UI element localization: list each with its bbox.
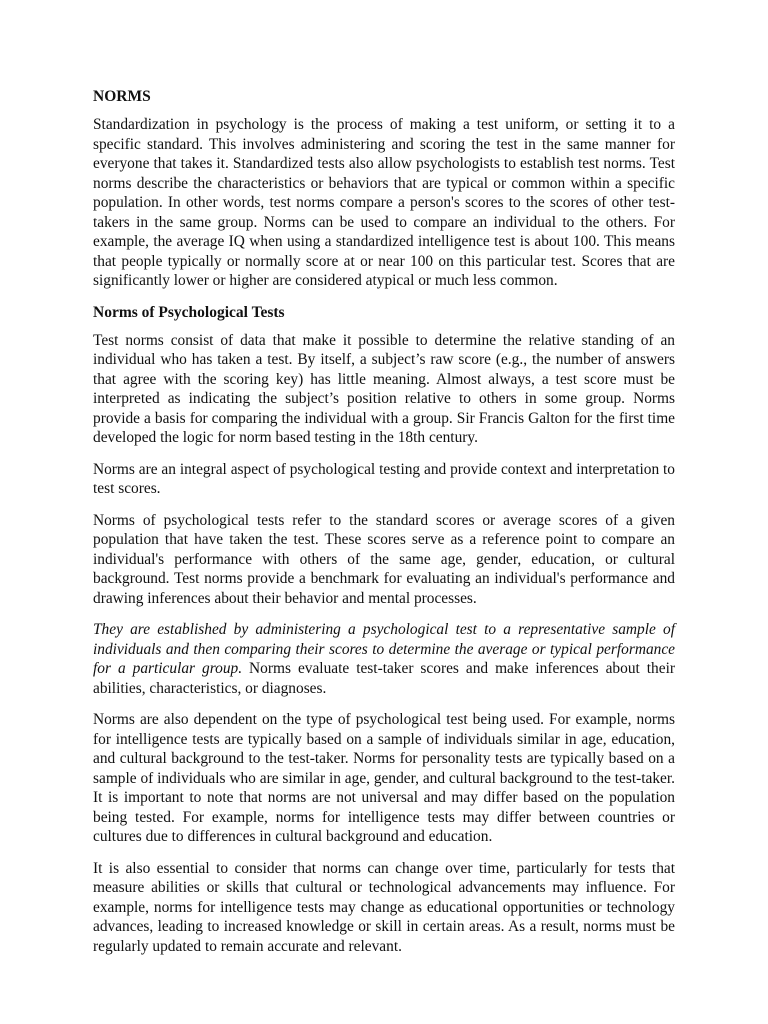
paragraph-change-over-time: It is also essential to consider that norms can change over time, particularly for tests that measure abilities or skills that cultural or technological advancements may influence. For example, norms for intelligence tests may change as educational opportunities or technology advances, leading to increased knowledge or skill in certain areas. As a result, norms must be regularly updated to remain accurate and relevant. <box>93 859 675 955</box>
document-page <box>93 87 675 968</box>
section-heading: Norms of Psychological Tests <box>93 303 285 321</box>
paragraph-standard-scores: Norms of psychological tests refer to the standard scores or average scores of a given population that have taken the test. These scores serve as a reference point to compare an individual's performance with others of the same age, gender, education, or cultural background. Test norms provide a benchmark for evaluating an individual's performance and drawing inferences about their behavior and mental processes. <box>93 511 675 607</box>
paragraph-established <box>93 620 675 698</box>
document-title: NORMS <box>93 88 151 105</box>
paragraph-test-type: Norms are also dependent on the type of psychological test being used. For example, norms for intelligence tests are typically based on a sample of individuals similar in age, education, and cultural background to the test-taker. Norms for personality tests are typically based on a sample of individuals who are similar in age, gender, and cultural background to the test-taker. It is important to note that norms are not universal and may differ based on the population being tested. For example, norms for intelligence tests may differ between countries or cultures due to differences in cultural background and education. <box>93 711 675 845</box>
intro-paragraph: Standardization in psychology is the process of making a test uniform, or setting it to a specific standard. This involves administering and scoring the test in the same manner for everyone that takes it. Standardized tests also allow psychologists to establish test norms. Test norms describe the characteristics or behaviors that are typical or common within a specific population. In other words, test norms compare a person's scores to the scores of other test-takers in the same group. Norms can be used to compare an individual to the others. For example, the average IQ when using a standardized intelligence test is about 100. This means that people typically or normally score at or near 100 on this particular test. Scores that are significantly lower or higher are considered atypical or much less common. <box>93 116 675 289</box>
paragraph-established-rest: Norms evaluate test-taker scores and make inferences about their abilities, characteristics, or diagnoses. <box>93 660 675 697</box>
paragraph-established-italic: They are established by administering a psychological test to a representative sample of individuals and then comparing their scores to determine the average or typical performance for a particular group. <box>93 621 675 677</box>
paragraph-test-norms: Test norms consist of data that make it possible to determine the relative standing of an individual who has taken a test. By itself, a subject’s raw score (e.g., the number of answers that agree with the scoring key) has little meaning. Almost always, a test score must be interpreted as indicating the subject’s position relative to others in some group. Norms provide a basis for comparing the individual with a group. Sir Francis Galton for the first time developed the logic for norm based testing in the 18th century. <box>93 331 675 446</box>
paragraph-integral-aspect: Norms are an integral aspect of psychological testing and provide context and interpretation to test scores. <box>93 460 675 497</box>
